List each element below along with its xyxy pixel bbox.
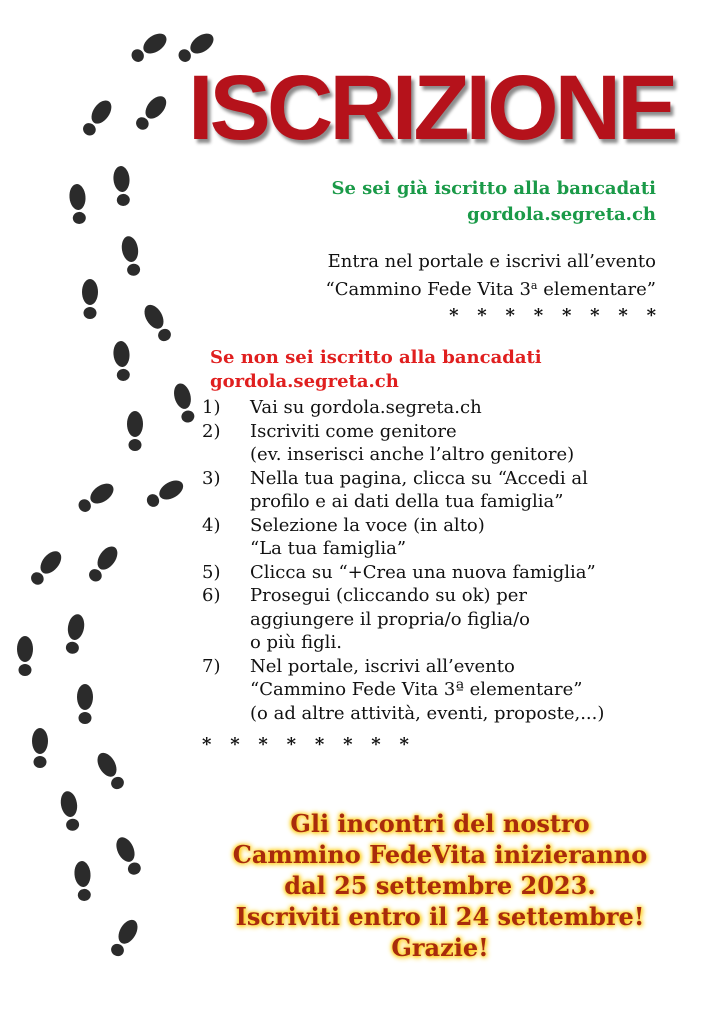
footprint-icon	[108, 917, 142, 960]
not-registered-heading	[210, 346, 542, 394]
step-item	[202, 561, 672, 585]
step-text-line: Clicca su “+Crea una nuova famiglia”	[250, 561, 596, 583]
step-item	[202, 396, 672, 420]
footprint-icon	[77, 684, 93, 724]
footprint-icon	[144, 477, 187, 511]
step-number: 4)	[202, 514, 221, 536]
step-number: 1)	[202, 397, 221, 418]
footprint-icon	[132, 92, 170, 133]
step-text-line: “La tua famiglia”	[250, 538, 407, 559]
closing-message	[180, 808, 700, 963]
footprint-icon	[68, 183, 87, 224]
step-text-line: (o ad altre attività, eventi, proposte,...)	[250, 702, 605, 724]
step-text	[250, 420, 672, 467]
registered-heading	[331, 176, 656, 228]
footprint-icon	[112, 165, 131, 206]
footprint-icon	[79, 97, 115, 139]
step-text-line: “Cammino Fede Vita 3ª elementare”	[250, 679, 583, 700]
footprint-icon	[59, 790, 82, 832]
page-title: ISCRIZIONE	[188, 57, 675, 159]
step-text-line: o più figli.	[250, 632, 342, 653]
step-text	[250, 561, 672, 585]
footprint-icon	[17, 636, 33, 676]
footprint-icon	[120, 235, 143, 277]
step-text	[250, 514, 672, 561]
not-registered-heading-url: gordola.segreta.ch	[210, 371, 399, 392]
footprint-icon	[82, 279, 98, 319]
step-text-line: Prosegui (cliccando su ok) per	[250, 585, 528, 606]
registered-instructions-line2: “Cammino Fede Vita 3$^a$ elementare”	[325, 279, 656, 300]
step-text-line: (ev. inserisci anche l’altro genitore)	[250, 444, 575, 465]
step-text-line: Iscriviti come genitore	[250, 420, 457, 442]
footprint-icon	[127, 411, 143, 451]
step-text-line: Nel portale, iscrivi all’evento	[250, 655, 515, 677]
step-text	[250, 584, 672, 655]
step-number: 7)	[202, 655, 221, 677]
closing-line-2: Cammino FedeVita inizieranno	[232, 840, 648, 869]
step-item	[202, 655, 672, 726]
section-divider-stars: * * * * * * * *	[449, 305, 656, 326]
footprint-icon	[73, 860, 92, 901]
step-text	[250, 467, 672, 514]
footprint-icon	[112, 340, 131, 381]
step-number: 5)	[202, 561, 221, 583]
footprint-icon	[171, 382, 197, 425]
step-number: 2)	[202, 420, 221, 442]
footprint-icon	[63, 613, 86, 655]
footprint-icon	[128, 30, 170, 66]
step-item	[202, 514, 672, 561]
step-item	[202, 420, 672, 467]
registered-heading-line1: Se sei già iscritto alla bancadati	[331, 178, 656, 199]
step-item	[202, 467, 672, 514]
closing-line-4: Iscriviti entro il 24 settembre!	[235, 902, 645, 931]
step-text	[250, 396, 672, 420]
closing-line-3: dal 25 settembre 2023.	[284, 871, 596, 900]
step-text-line: profilo e ai dati della tua famiglia”	[250, 491, 564, 512]
registered-instructions	[326, 250, 656, 328]
step-text-line: Vai su gordola.segreta.ch	[250, 397, 482, 418]
closing-line-5: Grazie!	[391, 933, 489, 962]
step-text-line: Nella tua pagina, clicca su “Accedi al	[250, 467, 588, 489]
step-text-line: Selezione la voce (in alto)	[250, 514, 485, 536]
step-text	[250, 655, 672, 726]
section-divider-stars: * * * * * * * *	[202, 734, 409, 755]
footprint-icon	[32, 728, 48, 768]
step-number: 3)	[202, 467, 221, 489]
registered-heading-url: gordola.segreta.ch	[467, 204, 656, 225]
footprint-icon	[75, 480, 117, 516]
closing-line-1: Gli incontri del nostro	[290, 809, 590, 838]
steps-list	[202, 396, 672, 725]
registered-instructions-line1: Entra nel portale e iscrivi all’evento	[327, 251, 656, 272]
footprint-icon	[27, 547, 65, 588]
step-number: 6)	[202, 585, 221, 606]
footprint-icon	[141, 302, 175, 345]
step-item	[202, 584, 672, 655]
footprint-icon	[113, 834, 144, 877]
not-registered-heading-line1: Se non sei iscritto alla bancadati	[210, 347, 542, 368]
footprint-icon	[94, 750, 128, 793]
step-text-line: aggiungere il propria/o figlia/o	[250, 608, 530, 630]
footprint-icon	[85, 543, 121, 585]
